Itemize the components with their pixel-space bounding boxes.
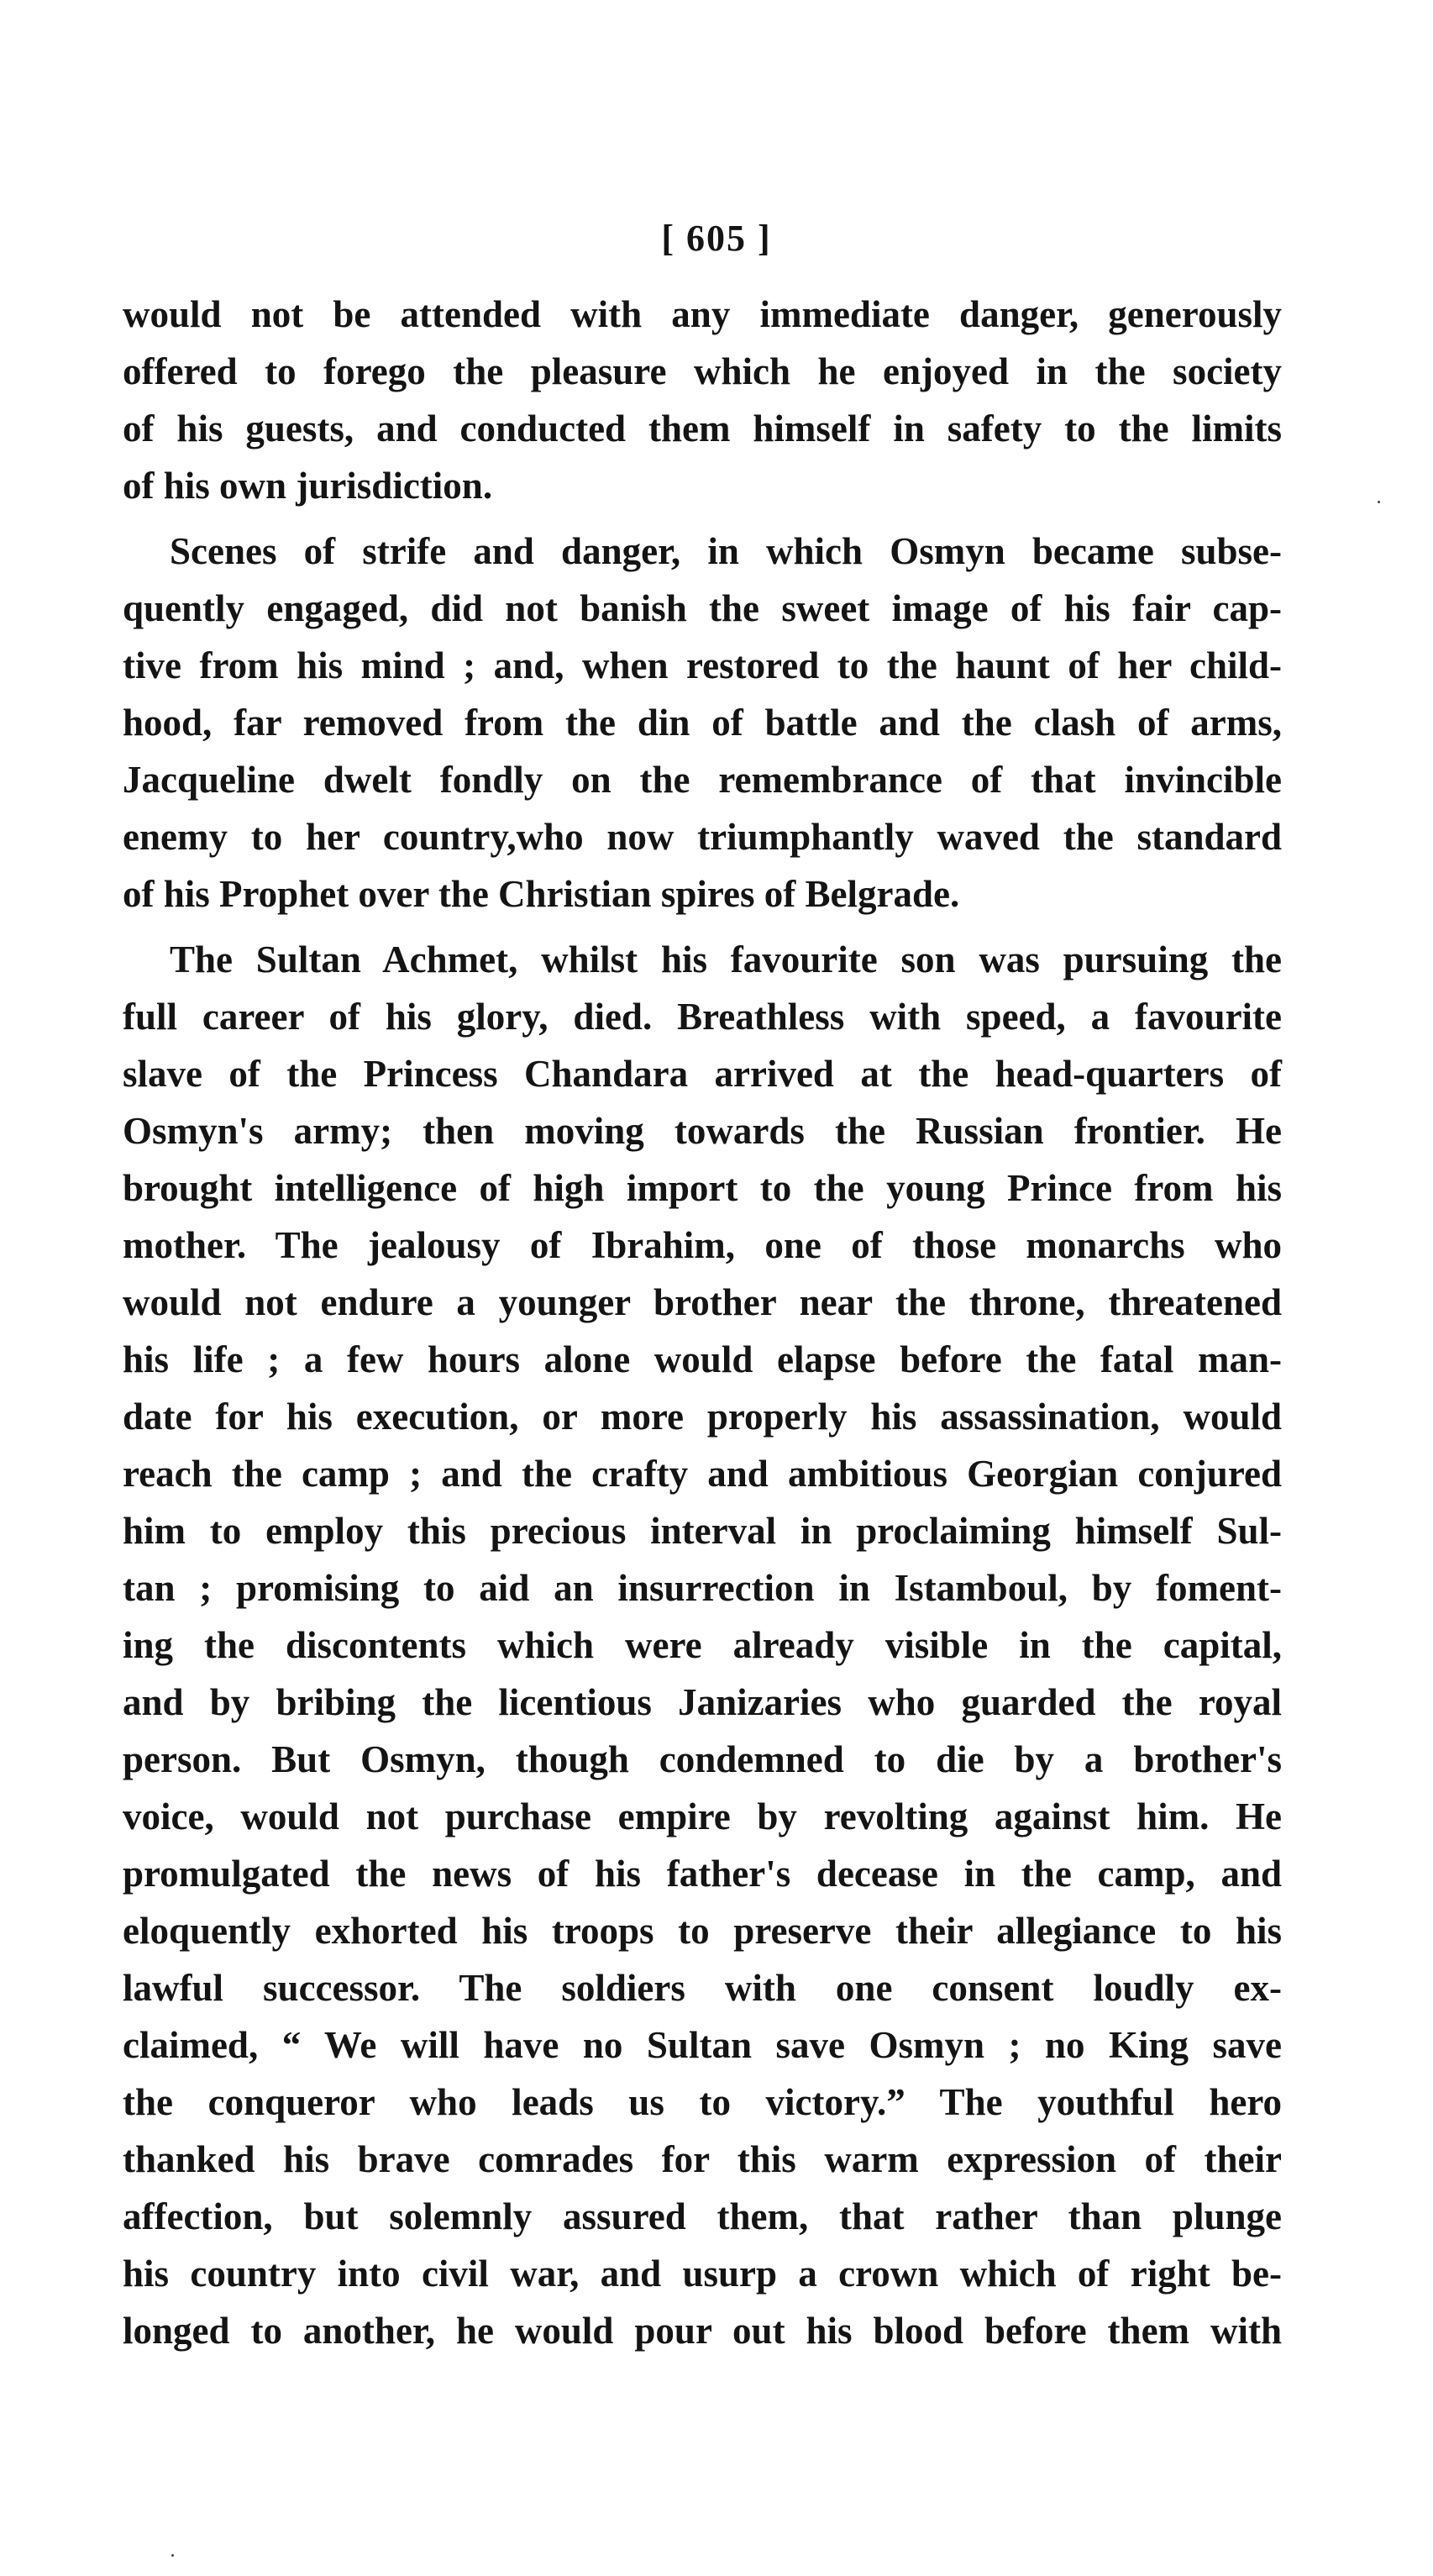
paragraph xyxy=(123,286,1282,514)
text-line: would not endure a younger brother near the throne, threatened xyxy=(123,1281,1282,1323)
print-speck xyxy=(171,2554,174,2557)
text-line: his life ; a few hours alone would elapse before the fatal man- xyxy=(123,1338,1282,1380)
text-line: him to employ this precious interval in proclaiming himself Sul- xyxy=(123,1510,1282,1552)
text-line: of his guests, and conducted them himself in safety to the limits xyxy=(123,407,1282,449)
page-number: [ 605 ] xyxy=(661,218,772,259)
text-line: quently engaged, did not banish the sweet image of his fair cap- xyxy=(123,587,1282,629)
text-line: full career of his glory, died. Breathless with speed, a favourite xyxy=(123,996,1282,1038)
text-line: promulgated the news of his father's decease in the camp, and xyxy=(123,1853,1282,1895)
paragraph xyxy=(123,931,1282,2359)
paragraph xyxy=(123,523,1282,923)
text-line: Osmyn's army; then moving towards the Russian frontier. He xyxy=(123,1110,1282,1152)
text-line: his country into civil war, and usurp a crown which of right be- xyxy=(123,2253,1282,2295)
text-line: tive from his mind ; and, when restored to the haunt of her child- xyxy=(123,644,1282,686)
text-line: eloquently exhorted his troops to preserve their allegiance to his xyxy=(123,1910,1282,1952)
body-text xyxy=(123,286,1282,2359)
text-line: date for his execution, or more properly his assassination, would xyxy=(123,1396,1282,1438)
text-line: mother. The jealousy of Ibrahim, one of those monarchs who xyxy=(123,1224,1282,1266)
text-line: slave of the Princess Chandara arrived at the head-quarters of xyxy=(123,1053,1282,1095)
text-line: longed to another, he would pour out his blood before them with xyxy=(123,2310,1282,2352)
text-line: The Sultan Achmet, whilst his favourite son was pursuing the xyxy=(170,938,1282,980)
text-line: would not be attended with any immediate danger, generously xyxy=(123,293,1282,335)
text-line: ing the discontents which were already visible in the capital, xyxy=(123,1624,1282,1666)
text-line: thanked his brave comrades for this warm expression of their xyxy=(123,2138,1282,2180)
text-line: reach the camp ; and the crafty and ambitious Georgian conjured xyxy=(123,1453,1282,1495)
text-line: person. But Osmyn, though condemned to die by a brother's xyxy=(123,1738,1282,1780)
text-line: Jacqueline dwelt fondly on the remembrance of that invincible xyxy=(123,759,1282,801)
text-line: affection, but solemnly assured them, that rather than plunge xyxy=(123,2195,1282,2237)
text-line: lawful successor. The soldiers with one consent loudly ex- xyxy=(123,1967,1282,2009)
text-line: tan ; promising to aid an insurrection in Istamboul, by foment- xyxy=(123,1567,1282,1609)
text-line: hood, far removed from the din of battle and the clash of arms, xyxy=(123,702,1282,744)
text-line: of his own jurisdiction. xyxy=(123,465,493,507)
text-line: claimed, “ We will have no Sultan save Osmyn ; no King save xyxy=(123,2024,1282,2066)
text-line: offered to forego the pleasure which he enjoyed in the society xyxy=(123,350,1282,392)
text-line: Scenes of strife and danger, in which Osmyn became subse- xyxy=(170,530,1282,572)
print-speck xyxy=(1378,501,1380,503)
text-line: the conqueror who leads us to victory.” The youthful hero xyxy=(123,2081,1282,2123)
text-line: of his Prophet over the Christian spires of Belgrade. xyxy=(123,873,960,915)
text-line: enemy to her country,who now triumphantly waved the standard xyxy=(123,816,1282,858)
text-line: brought intelligence of high import to the young Prince from his xyxy=(123,1167,1282,1209)
text-line: voice, would not purchase empire by revolting against him. He xyxy=(123,1795,1282,1837)
text-line: and by bribing the licentious Janizaries who guarded the royal xyxy=(123,1681,1282,1723)
